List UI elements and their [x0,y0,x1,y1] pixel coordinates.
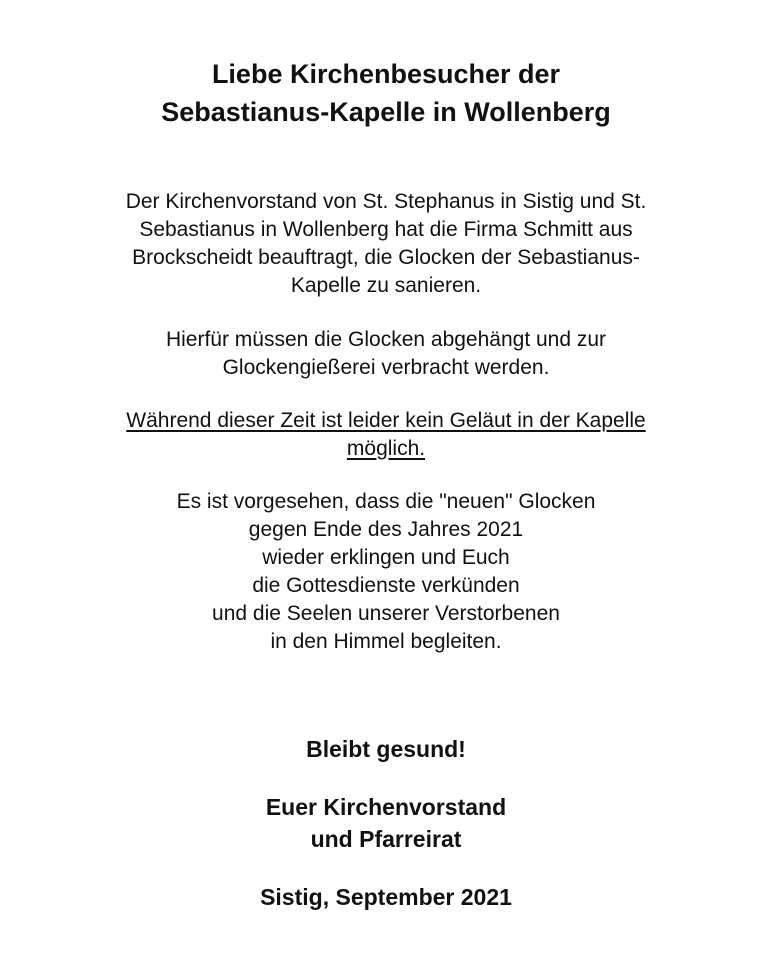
paragraph-4-line-1: Es ist vorgesehen, dass die "neuen" Glocken [176,490,596,513]
title-line-1: Liebe Kirchenbesucher der [211,59,561,89]
paragraph-3-line-2 [0,435,772,463]
paragraph-1-line-4: Kapelle zu sanieren. [290,274,482,297]
paragraph-4-line-2: gegen Ende des Jahres 2021 [248,518,524,541]
paragraph-4-line-6: in den Himmel begleiten. [270,630,502,653]
paragraph-4-line-3: wieder erklingen und Euch [262,546,510,569]
title-line-2: Sebastianus-Kapelle in Wollenberg [161,97,611,127]
paragraph-3-line-1 [0,407,772,435]
paragraph-2-line-2: Glockengießerei verbracht werden. [222,356,550,379]
signature-line-2: und Pfarreirat [310,826,462,852]
signature-line-1: Euer Kirchenvorstand [265,794,507,820]
paragraph-2-line-1: Hierfür müssen die Glocken abgehängt und zur [165,328,607,351]
underlined-text: möglich. [346,437,426,460]
paragraph-1-line-1: Der Kirchenvorstand von St. Stephanus in Sistig und St. [125,190,647,213]
underlined-text: Während dieser Zeit ist leider kein Geläut in der Kapelle [126,409,646,432]
greeting: Bleibt gesund! [306,736,466,762]
paragraph-4-line-5: und die Seelen unserer Verstorbenen [212,602,560,625]
place-date: Sistig, September 2021 [260,884,512,910]
paragraph-1-line-3: Brockscheidt beauftragt, die Glocken der Sebastianus- [132,246,640,269]
paragraph-4-line-4: die Gottesdienste verkünden [252,574,520,597]
paragraph-1-line-2: Sebastianus in Wollenberg hat die Firma Schmitt aus [139,218,633,241]
